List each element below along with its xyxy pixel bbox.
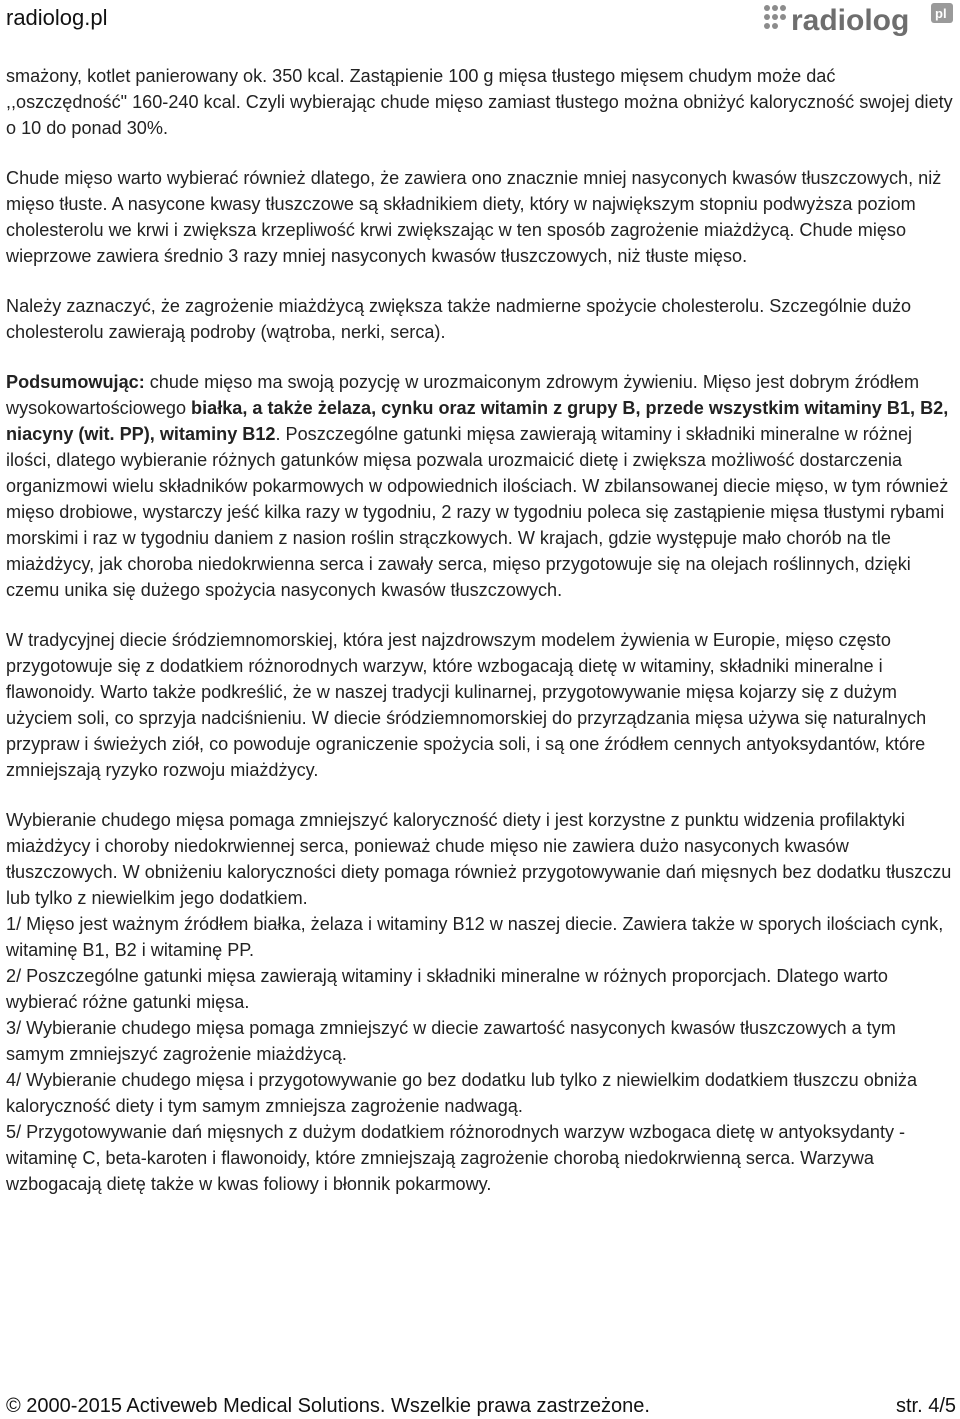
paragraph: Wybieranie chudego mięsa pomaga zmniejszyć kaloryczność diety i jest korzystne z punktu widzenia profilaktyki miażdżycy i choroby niedokrwiennej serca, ponieważ chude mięso nie zawiera dużo nasyconych kwasów tłuszczowych. W obniżeniu kaloryczności diety pomaga również przygotowywanie dań mięsnych bez dodatku tłuszczu lub tylko z niewielkim jego dodatkiem.	[6, 810, 952, 908]
copyright-text: © 2000-2015 Activeweb Medical Solutions. Wszelkie prawa zastrzeżone.	[6, 1395, 650, 1417]
paragraph: Należy zaznaczyć, że zagrożenie miażdżycą zwiększa także nadmierne spożycie cholesterolu. Szczególnie dużo cholesterolu zawierają podroby (wątroba, nerki, serca).	[6, 296, 912, 342]
paragraph: W tradycyjnej diecie śródziemnomorskiej, która jest najzdrowszym modelem żywienia w Europie, mięso często przygotowuje się z dodatkiem różnorodnych warzyw, które wzbogacają dietę w witaminy, składniki mineralne i flawonoidy. Warto także podkreślić, że w naszej tradycji kulinarnej, przygotowywanie mięsa kojarzy się z dużym użyciem soli, co sprzyja nadciśnieniu. W diecie śródziemnomorskiej do przyrządzania mięsa używa się naturalnych przypraw i świeżych ziół, co powoduje ograniczenie spożycia soli, i są one źródłem cennych antyoksydantów, które zmniejszają ryzyko rozwoju miażdżycy.	[6, 630, 927, 780]
logo-wordmark: radiolog	[791, 4, 910, 37]
article-body	[6, 63, 956, 1197]
nutrients-emphasis: białka, a także żelaza, cynku oraz witamin z grupy B, przede wszystkim witaminy B1, B2, niacyny (wit. PP), witaminy B12	[6, 398, 949, 444]
paragraph: Chude mięso warto wybierać również dlatego, że zawiera ono znacznie mniej nasyconych kwasów tłuszczowych, niż mięso tłuste. A nasycone kwasy tłuszczowe są składnikiem diety, który w największym stopniu podwyższa poziom cholesterolu we krwi i zwiększa krzepliwość krwi zwiększając w ten sposób zagrożenie miażdżycą. Chude mięso wieprzowe zawiera średnio 3 razy mniej nasyconych kwasów tłuszczowych, niż tłuste mięso.	[6, 168, 942, 266]
summary-lead: Podsumowując:	[6, 372, 145, 392]
page-footer	[0, 1393, 960, 1419]
list-item: 3/ Wybieranie chudego mięsa pomaga zmniejszyć w diecie zawartość nasyconych kwasów tłuszczowych a tym samym zmniejszyć zagrożenie miażdżycą.	[6, 1018, 896, 1064]
summary-paragraph	[6, 369, 956, 603]
list-item: 1/ Mięso jest ważnym źródłem białka, żelaza i witaminy B12 w naszej diecie. Zawiera także w sporych ilościach cynk, witaminę B1, B2 i witaminę PP.	[6, 914, 944, 960]
logo-badge-text: pl	[935, 6, 947, 21]
list-item: 2/ Poszczególne gatunki mięsa zawierają witaminy i składniki mineralne w różnych proporcjach. Dlatego warto wybierać różne gatunki mięsa.	[6, 966, 888, 1012]
paragraph: smażony, kotlet panierowany ok. 350 kcal. Zastąpienie 100 g mięsa tłustego mięsem chudym może dać ,,oszczędność" 160-240 kcal. Czyli wybierając chude mięso zamiast tłustego można obniżyć kaloryczność swojej diety o 10 do ponad 30%.	[6, 66, 953, 138]
list-item: 4/ Wybieranie chudego mięsa i przygotowywanie go bez dodatku lub tylko z niewielkim dodatkiem tłuszczu obniża kaloryczność diety i tym samym zmniejsza zagrożenie nadwagą.	[6, 1070, 918, 1116]
page-number: str. 4/5	[895, 1395, 956, 1417]
logo-dots-icon	[764, 5, 786, 29]
radiolog-logo	[763, 0, 958, 42]
summary-text: chude mięso ma swoją pozycję w urozmaiconym zdrowym żywieniu. Mięso jest dobrym źródłem wysokowartościowego	[6, 372, 920, 418]
site-name: radiolog.pl	[6, 5, 108, 30]
list-item: 5/ Przygotowywanie dań mięsnych z dużym dodatkiem różnorodnych warzyw wzbogaca dietę w antyoksydanty - witaminę C, beta-karoten i flawonoidy, które zmniejszają zagrożenie chorobą niedokrwienną serca. Warzywa wzbogacają dietę także w kwas foliowy i błonnik pokarmowy.	[6, 1122, 906, 1194]
summary-text-continued: . Poszczególne gatunki mięsa zawierają witaminy i składniki mineralne w różnej ilości, dlatego wybieranie różnych gatunków mięsa pozwala urozmaicić dietę i zwiększa możliwość dostarczenia organizmowi wielu składników pokarmowych w odpowiednich ilościach. W zbilansowanej diecie mięso, w tym również mięso drobiowe, wystarczy jeść kilka razy w tygodniu, 2 razy w tygodniu poleca się zastąpienie mięsa tłustymi rybami morskimi i raz w tygodniu daniem z nasion roślin strączkowych. W krajach, gdzie występuje mało chorób na tle miażdżycy, jak choroba niedokrwienna serca i zawały serca, mięso przygotowuje się na olejach roślinnych, dzięki czemu unika się dużego spożycia nasyconych kwasów tłuszczowych.	[6, 424, 949, 600]
